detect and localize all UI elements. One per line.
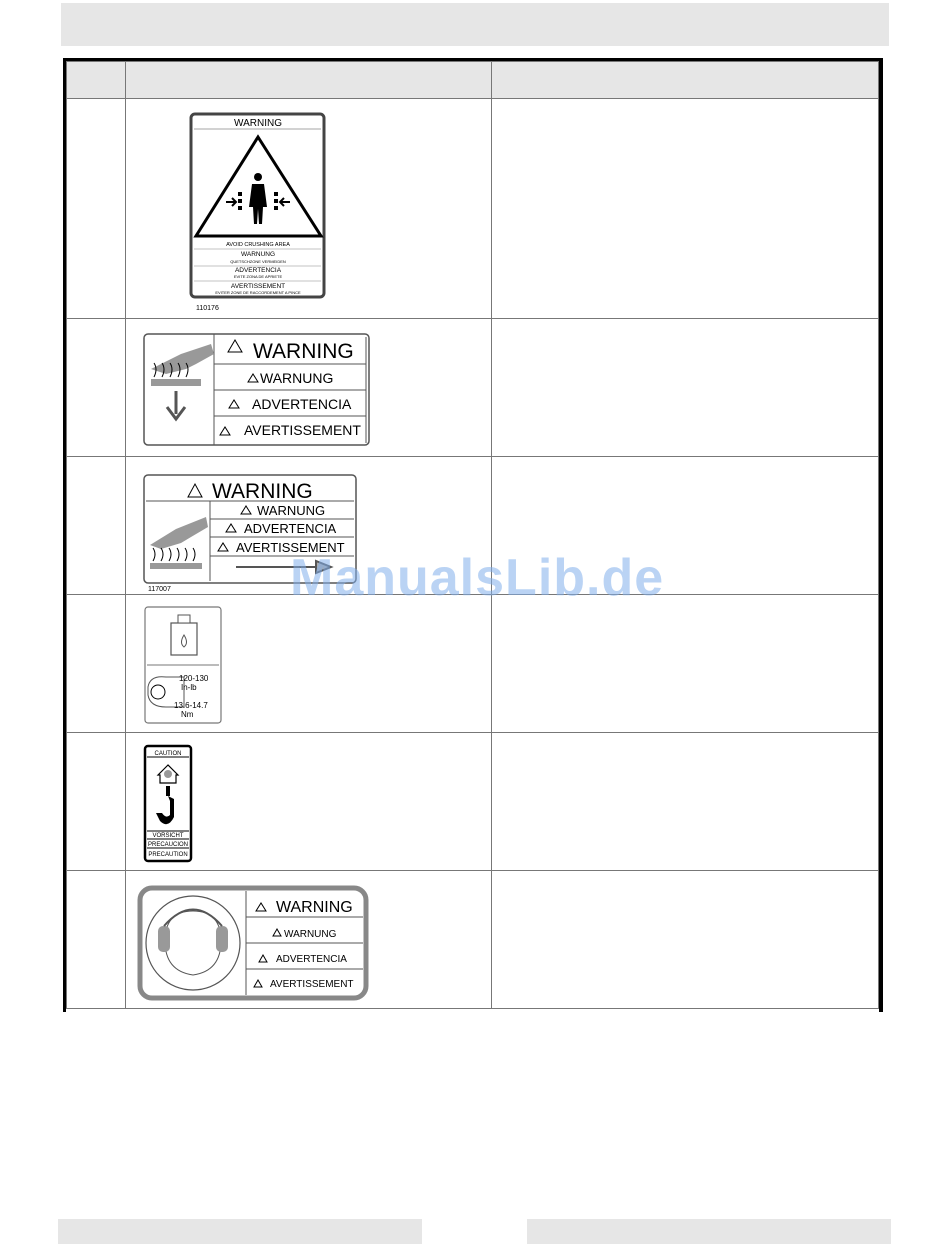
header-cell-description: [492, 62, 879, 99]
decal-cell: [126, 733, 492, 871]
hearing-protection-warning-decal: [126, 871, 490, 1007]
torque-nm-unit: Nm: [181, 710, 194, 719]
ref-cell: [67, 595, 126, 733]
decal-heading: WARNING: [253, 340, 354, 363]
decal-cell: [126, 595, 492, 733]
crush-warning-decal: [126, 99, 490, 317]
decal-heading: WARNING: [212, 480, 313, 503]
ref-cell: [67, 871, 126, 1009]
decal-line: WARNUNG: [260, 370, 334, 386]
description-cell: [492, 99, 879, 319]
decal-line: AVERTISSEMENT: [270, 979, 354, 990]
table-row: [67, 871, 879, 1009]
ref-cell: [67, 99, 126, 319]
hot-surface-warning-decal: [126, 319, 490, 455]
decal-line: PRECAUCION: [147, 842, 189, 848]
header-cell-decal: [126, 62, 492, 99]
decal-line: EVITER ZONE DE RACCORDEMENT A PINCE: [215, 290, 301, 295]
description-cell: [492, 871, 879, 1009]
decal-table: [63, 58, 883, 1012]
decal-line: VORSICHT: [152, 833, 184, 839]
decal-line: EVITE ZONA DE APRIETE: [233, 274, 283, 279]
table-row: [67, 733, 879, 871]
decal-line: ADVERTENCIA: [234, 267, 282, 274]
footer-right-bar: [527, 1219, 891, 1244]
decal-line: QUETSCHZONE VERMEIDEN: [230, 259, 286, 264]
table-row: [67, 99, 879, 319]
decal-line: AVERTISSEMENT: [230, 283, 286, 290]
decal-heading: CAUTION: [154, 751, 182, 757]
decal-heading: WARNING: [234, 118, 282, 129]
decal-cell: [126, 319, 492, 457]
decal-cell: [126, 871, 492, 1009]
decal-line: AVERTISSEMENT: [244, 422, 361, 438]
ref-cell: [67, 733, 126, 871]
description-cell: [492, 595, 879, 733]
ref-cell: [67, 457, 126, 595]
torque-inlb-value: 120-130: [179, 674, 209, 683]
header-cell-ref: [67, 62, 126, 99]
lifting-point-caution-decal: [126, 733, 490, 869]
decal-part-number: 110176: [196, 305, 219, 312]
decal-line: WARNUNG: [257, 503, 326, 518]
decal-line: ADVERTENCIA: [276, 954, 347, 965]
decal-heading: WARNING: [276, 899, 353, 916]
footer-left-bar: [58, 1219, 422, 1244]
decal-cell: [126, 99, 492, 319]
table-header-row: [67, 62, 879, 99]
decal-line: WARNUNG: [240, 251, 276, 258]
decal-line: PRECAUTION: [148, 852, 188, 858]
torque-decal: [126, 595, 490, 731]
header-bar: [61, 3, 889, 46]
decal-line: AVERTISSEMENT: [236, 540, 345, 555]
torque-nm-value: 13.6-14.7: [174, 701, 208, 710]
torque-inlb-unit: In-lb: [181, 683, 197, 692]
decal-line: AVOID CRUSHING AREA: [226, 242, 290, 248]
table-row: [67, 319, 879, 457]
decal-part-number: 117007: [148, 586, 171, 593]
ref-cell: [67, 319, 126, 457]
decal-line: ADVERTENCIA: [244, 521, 337, 536]
description-cell: [492, 733, 879, 871]
table-row: [67, 595, 879, 733]
watermark: ManualsLib.de: [290, 549, 665, 607]
decal-line: ADVERTENCIA: [252, 396, 352, 412]
description-cell: [492, 319, 879, 457]
decal-line: WARNUNG: [284, 929, 337, 940]
